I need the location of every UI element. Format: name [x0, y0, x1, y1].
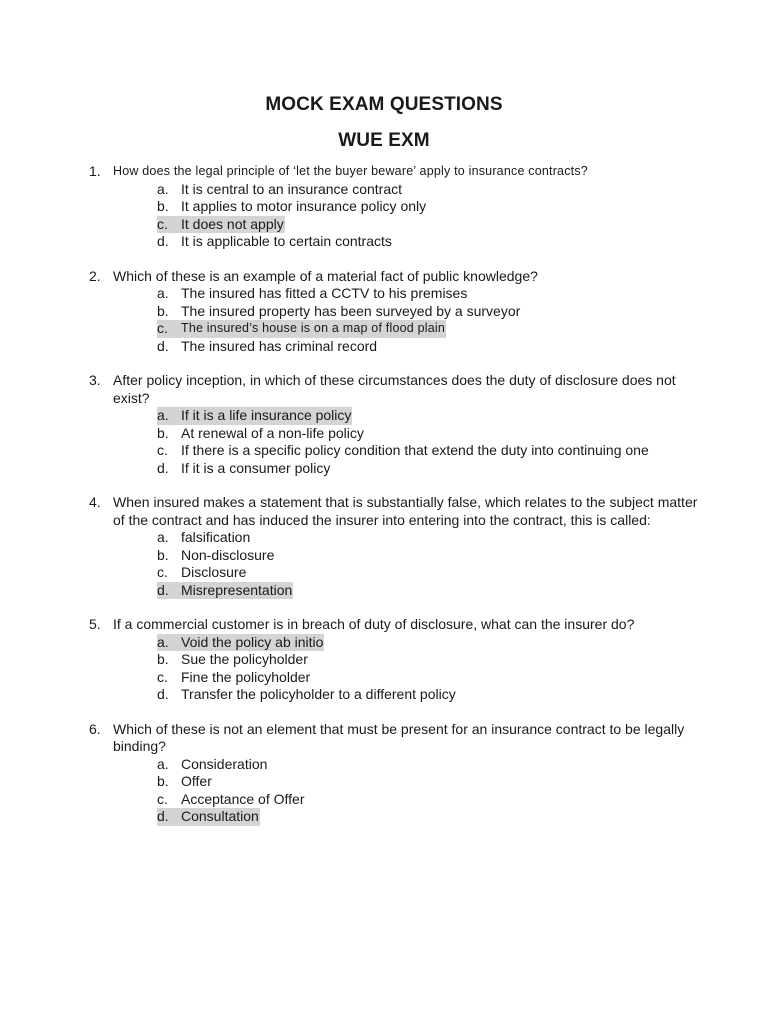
option-letter: d. [157, 808, 169, 824]
option-letter: c. [157, 215, 168, 232]
question-1 [89, 163, 709, 251]
answer-options [113, 407, 709, 477]
answer-options [113, 181, 709, 251]
option-text: Fine the policyholder [181, 668, 311, 685]
answer-option-a [157, 634, 709, 652]
answer-option-c [157, 442, 709, 460]
option-text: Misrepresentation [181, 581, 293, 598]
option-text: falsification [181, 529, 251, 545]
option-text: Transfer the policyholder to a different policy [181, 686, 456, 702]
answer-option-c [157, 216, 709, 234]
answer-option-a [157, 407, 709, 425]
question-text: Which of these is an example of a material fact of public knowledge? [113, 267, 538, 284]
answer-option-c [157, 669, 709, 687]
question-2 [89, 268, 709, 356]
option-text: Sue the policyholder [181, 651, 308, 667]
option-letter: b. [157, 546, 169, 563]
answer-options [113, 756, 709, 826]
option-letter: d. [157, 581, 169, 598]
question-list [89, 163, 709, 843]
answer-option-b [157, 425, 709, 443]
answer-option-b [157, 651, 709, 669]
option-text: At renewal of a non-life policy [181, 424, 364, 441]
question-text: How does the legal principle of ‘let the buyer beware’ apply to insurance contracts? [113, 164, 588, 178]
option-text: The insured has criminal record [181, 337, 378, 354]
answer-option-d [157, 582, 709, 600]
option-letter: b. [157, 424, 169, 441]
option-letter: b. [157, 773, 169, 789]
question-3 [89, 372, 709, 477]
answer-option-c [157, 320, 709, 338]
question-text: After policy inception, in which of these circumstances does the duty of disclosure does not exist? [113, 372, 676, 406]
answer-option-d [157, 233, 709, 251]
question-6 [89, 721, 709, 826]
option-text: If it is a life insurance policy [181, 407, 352, 423]
answer-option-d [157, 338, 709, 356]
option-text: It is applicable to certain contracts [181, 233, 392, 249]
option-text: It does not apply [181, 215, 284, 232]
document-title: MOCK EXAM QUESTIONS [265, 94, 503, 115]
option-letter: c. [157, 668, 168, 685]
option-text: The insured’s house is on a map of flood plain [181, 321, 445, 335]
answer-option-c [157, 791, 709, 809]
option-text: Non-disclosure [181, 546, 275, 563]
option-letter: d. [157, 337, 169, 354]
question-text: When insured makes a statement that is substantially false, which relates to the subject matter of the contract and has induced the insurer into entering into the contract, this is called: [113, 494, 698, 528]
option-letter: b. [157, 198, 169, 214]
answer-option-b [157, 198, 709, 216]
option-letter: a. [157, 285, 169, 301]
option-text: Offer [181, 773, 212, 789]
question-text: Which of these is not an element that must be present for an insurance contract to be legally binding? [113, 720, 685, 754]
question-number: 2. [89, 267, 101, 284]
option-letter: b. [157, 302, 169, 319]
option-text: The insured has fitted a CCTV to his premises [181, 285, 468, 301]
option-text: Disclosure [181, 564, 247, 580]
option-letter: a. [157, 407, 169, 423]
option-text: Consultation [181, 808, 259, 824]
option-text: The insured property has been surveyed by a surveyor [181, 302, 521, 319]
answer-option-c [157, 564, 709, 582]
option-text: It applies to motor insurance policy only [181, 198, 427, 214]
option-letter: a. [157, 633, 169, 650]
answer-option-a [157, 529, 709, 547]
question-text: If a commercial customer is in breach of duty of disclosure, what can the insurer do? [113, 616, 635, 632]
option-letter: d. [157, 459, 169, 476]
option-text: Void the policy ab initio [181, 633, 324, 650]
option-letter: c. [157, 442, 168, 458]
option-letter: c. [157, 790, 168, 807]
answer-option-a [157, 756, 709, 774]
option-text: If there is a specific policy condition that extend the duty into continuing one [181, 442, 649, 458]
answer-option-b [157, 303, 709, 321]
option-letter: a. [157, 755, 169, 772]
question-number: 5. [89, 616, 101, 632]
question-4 [89, 494, 709, 599]
answer-options [113, 285, 709, 355]
answer-option-d [157, 808, 709, 826]
question-number: 4. [89, 494, 101, 510]
option-text: If it is a consumer policy [181, 459, 331, 476]
answer-option-a [157, 181, 709, 199]
answer-option-d [157, 686, 709, 704]
answer-option-a [157, 285, 709, 303]
option-letter: b. [157, 651, 169, 667]
answer-option-b [157, 547, 709, 565]
question-number: 3. [89, 372, 101, 388]
answer-options [113, 634, 709, 704]
option-text: Acceptance of Offer [181, 790, 305, 807]
option-letter: d. [157, 686, 169, 702]
option-letter: a. [157, 180, 169, 197]
answer-option-b [157, 773, 709, 791]
question-number: 6. [89, 720, 101, 737]
question-5 [89, 616, 709, 704]
option-letter: c. [157, 320, 168, 336]
option-text: It is central to an insurance contract [181, 180, 402, 197]
question-number: 1. [89, 163, 101, 179]
option-letter: a. [157, 529, 169, 545]
answer-options [113, 529, 709, 599]
answer-option-d [157, 460, 709, 478]
document-subtitle: WUE EXM [338, 130, 430, 151]
option-letter: d. [157, 233, 169, 249]
option-text: Consideration [181, 755, 268, 772]
option-letter: c. [157, 564, 168, 580]
